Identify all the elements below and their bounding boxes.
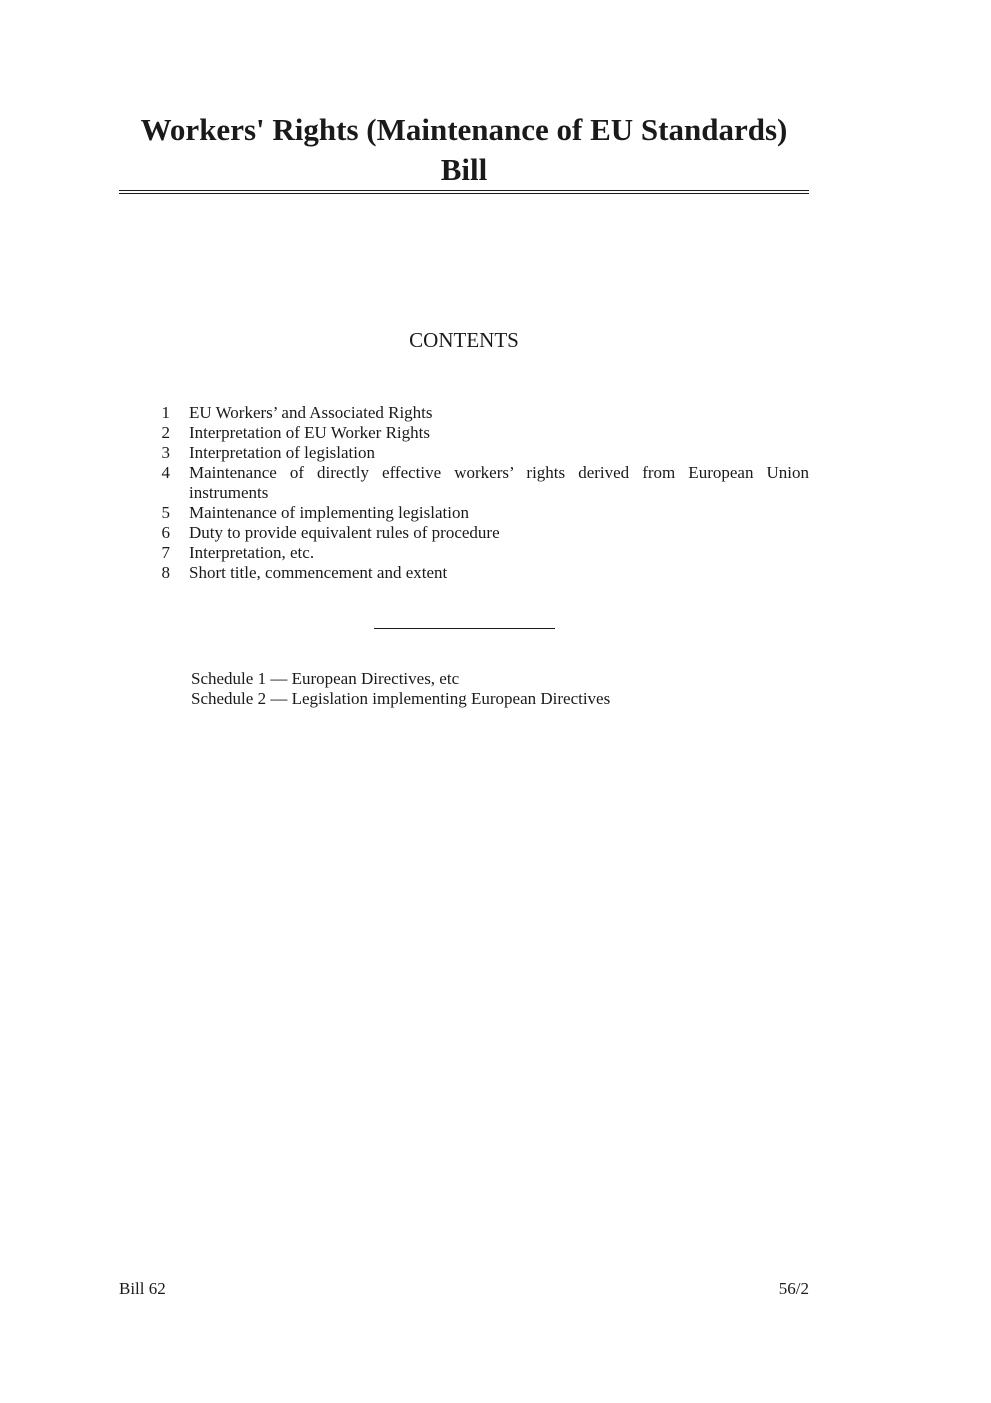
contents-item-number: 1 [161, 403, 170, 422]
contents-item[interactable] [150, 403, 809, 423]
contents-item[interactable] [150, 523, 809, 543]
bill-title [119, 110, 809, 190]
bill-title-line-2: Bill [440, 152, 488, 187]
bill-title-line-1: Workers' Rights (Maintenance of EU Standards) [140, 112, 788, 147]
schedule-item[interactable]: Schedule 1 — European Directives, etc [191, 669, 460, 688]
contents-heading: CONTENTS [409, 328, 519, 352]
contents-item[interactable] [150, 463, 809, 503]
contents-item-number: 3 [161, 443, 170, 462]
contents-item-title: Maintenance of implementing legislation [189, 503, 469, 522]
contents-item-title: Maintenance of directly effective workers’ rights derived from European Union instruments [189, 463, 809, 502]
contents-item-title: EU Workers’ and Associated Rights [189, 403, 433, 422]
contents-item[interactable] [150, 423, 809, 443]
title-double-rule [119, 190, 809, 194]
contents-item-number: 6 [161, 523, 170, 542]
schedule-item[interactable]: Schedule 2 — Legislation implementing European Directives [191, 689, 611, 708]
contents-item-title: Short title, commencement and extent [189, 563, 448, 582]
contents-item-number: 4 [161, 463, 170, 482]
footer-reference: 56/2 [778, 1279, 809, 1298]
contents-item[interactable] [150, 563, 809, 583]
contents-item[interactable] [150, 503, 809, 523]
contents-item-title: Duty to provide equivalent rules of procedure [189, 523, 500, 542]
contents-item-number: 5 [161, 503, 170, 522]
schedules-list [191, 669, 791, 709]
contents-item-number: 8 [161, 563, 170, 582]
contents-item[interactable] [150, 443, 809, 463]
section-divider [374, 628, 555, 629]
contents-item-title: Interpretation of legislation [189, 443, 375, 462]
contents-item-number: 7 [161, 543, 170, 562]
footer-bill-number: Bill 62 [119, 1279, 166, 1298]
contents-list [150, 403, 809, 583]
contents-item[interactable] [150, 543, 809, 563]
contents-item-number: 2 [161, 423, 170, 442]
contents-item-title: Interpretation, etc. [189, 543, 315, 562]
contents-item-title: Interpretation of EU Worker Rights [189, 423, 430, 442]
